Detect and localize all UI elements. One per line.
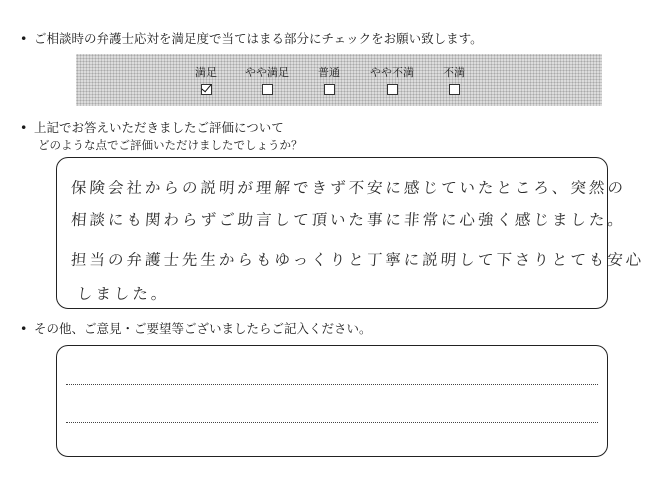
rating-checkbox-somewhat-satisfied[interactable] <box>262 84 273 95</box>
question-satisfaction <box>20 31 483 47</box>
writing-line <box>66 384 598 385</box>
other-comments-box[interactable] <box>56 345 608 457</box>
writing-line <box>66 422 598 423</box>
handwritten-line-3: 担当の弁護士先生からもゆっくりと丁寧に説明して下さりとても安心 <box>70 251 645 269</box>
rating-checkbox-somewhat-dissatisfied[interactable] <box>387 84 398 95</box>
rating-label-neutral: 普通 <box>318 66 340 79</box>
rating-checkbox-dissatisfied[interactable] <box>449 84 460 95</box>
satisfaction-rating-panel <box>76 54 602 106</box>
question-text: その他、ご意見・ご要望等ございましたらご記入ください。 <box>34 321 372 336</box>
question-text: 上記でお答えいただきましたご評価について <box>34 120 284 135</box>
rating-label-dissatisfied: 不満 <box>443 66 465 79</box>
handwritten-line-4: しました。 <box>76 285 171 303</box>
evaluation-answer-box[interactable] <box>56 157 645 309</box>
question-text: ご相談時の弁護士応対を満足度で当てはまる部分にチェックをお願い致します。 <box>34 31 483 46</box>
rating-checkbox-neutral[interactable] <box>324 84 335 95</box>
rating-label-satisfied: 満足 <box>195 66 217 79</box>
rating-checkbox-satisfied[interactable] <box>201 84 212 95</box>
question-subtext: どのような点でご評価いただけましたでしょうか？ <box>38 138 303 152</box>
handwritten-line-2: 相談にも関わらずご助言して頂いた事に非常に心強く感じました。 <box>70 211 627 229</box>
bullet: • <box>20 321 28 336</box>
rating-label-somewhat-dissatisfied: やや不満 <box>370 66 414 79</box>
handwritten-line-1: 保険会社からの説明が理解できず不安に感じていたところ、突然の <box>70 179 627 197</box>
question-evaluation <box>20 120 284 136</box>
question-other-comments <box>20 321 372 337</box>
bullet: • <box>20 120 28 135</box>
rating-label-somewhat-satisfied: やや満足 <box>245 66 289 79</box>
bullet: • <box>20 31 28 46</box>
